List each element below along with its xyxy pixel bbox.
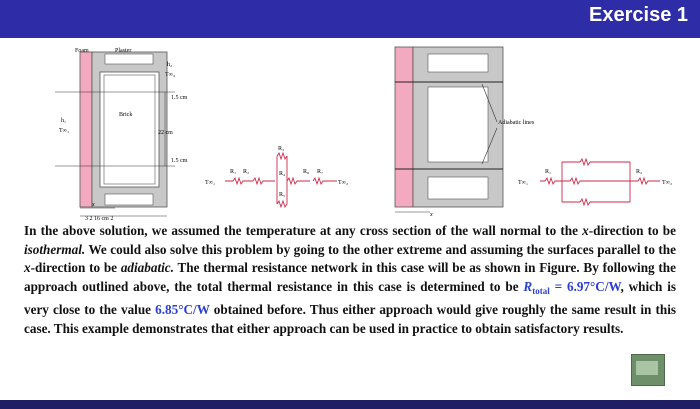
R6-label: R₆ [303, 169, 310, 175]
R3-label: R₃ [278, 146, 285, 152]
R2-label: R₂ [243, 169, 250, 175]
plaster-label: Plaster [115, 48, 132, 54]
slide-title: Exercise 1 [589, 4, 688, 26]
right-T-in: T∞₁ [518, 180, 529, 186]
para-text-1: In the above solution, we assumed the temperature at any cross section of the wall normal to the [24, 223, 583, 238]
r-symbol: R [523, 279, 533, 295]
right-R1-label: R₁ [545, 169, 552, 175]
right-T-out: T∞₂ [662, 180, 673, 186]
right-R2-label: R₂ [636, 169, 643, 175]
r-value: = 6.97°C/W [549, 279, 621, 295]
para-text-6: , which is very close to the value [24, 279, 676, 317]
R7-label: R₇ [317, 169, 324, 175]
para-text-2: -direction to be [588, 223, 676, 238]
para-x-1: x [582, 223, 589, 238]
explanation-paragraph [24, 222, 676, 338]
foam-label: Foam [75, 48, 89, 54]
r-total-value [523, 279, 621, 297]
previous-value: 6.85°C/W [155, 301, 210, 317]
right-x-label: x [430, 212, 433, 218]
para-text-5: The thermal resistance network in this case will be as shown in Figure. By following the approach outlined above, the total thermal resistance in this case is determined to be [24, 260, 676, 295]
T1-label: T∞₁ [59, 128, 70, 134]
bottom-bar [0, 400, 700, 409]
para-text-4: -direction to be [30, 260, 121, 276]
network-T-out: T∞₂ [338, 180, 349, 186]
right-wall-figure [390, 44, 690, 222]
isothermal-term: isothermal. [24, 241, 86, 257]
para-text-7: obtained before. Thus either approach would give roughly the same result in this case. This example demonstrates that either approach can be used in practice to obtain satisfactory results. [24, 301, 676, 336]
left-wall-figure [55, 44, 355, 222]
university-logo [631, 354, 665, 386]
R5-label: R₅ [279, 192, 286, 198]
T2-label: T∞₂ [165, 72, 176, 78]
dim-mid-label: 22 cm [158, 130, 173, 136]
R1-label: R₁ [230, 169, 237, 175]
dim-top-label: 1.5 cm [171, 95, 188, 101]
network-T-in: T∞₁ [205, 180, 216, 186]
x-axis-label: x [92, 202, 95, 208]
brick-label: Brick [119, 112, 133, 118]
dim-bottom-label: 3 2 16 cm 2 [85, 216, 114, 222]
dim-bot-label: 1.5 cm [171, 158, 188, 164]
para-text-3: We could also solve this problem by going to the other extreme and assuming the surfaces parallel to the [85, 241, 676, 257]
adiabatic-term: adiabatic. [120, 260, 174, 276]
resistance-network [225, 153, 337, 207]
header-bar [0, 0, 700, 38]
R4-label: R₄ [279, 171, 286, 177]
adiabatic-label: Adiabatic lines [498, 120, 535, 126]
parallel-network [540, 159, 660, 205]
h1-label: h₁ [61, 118, 67, 124]
r-subscript: total [532, 286, 550, 297]
para-x-2: x [24, 260, 31, 276]
h2-label: h₂ [167, 62, 173, 68]
